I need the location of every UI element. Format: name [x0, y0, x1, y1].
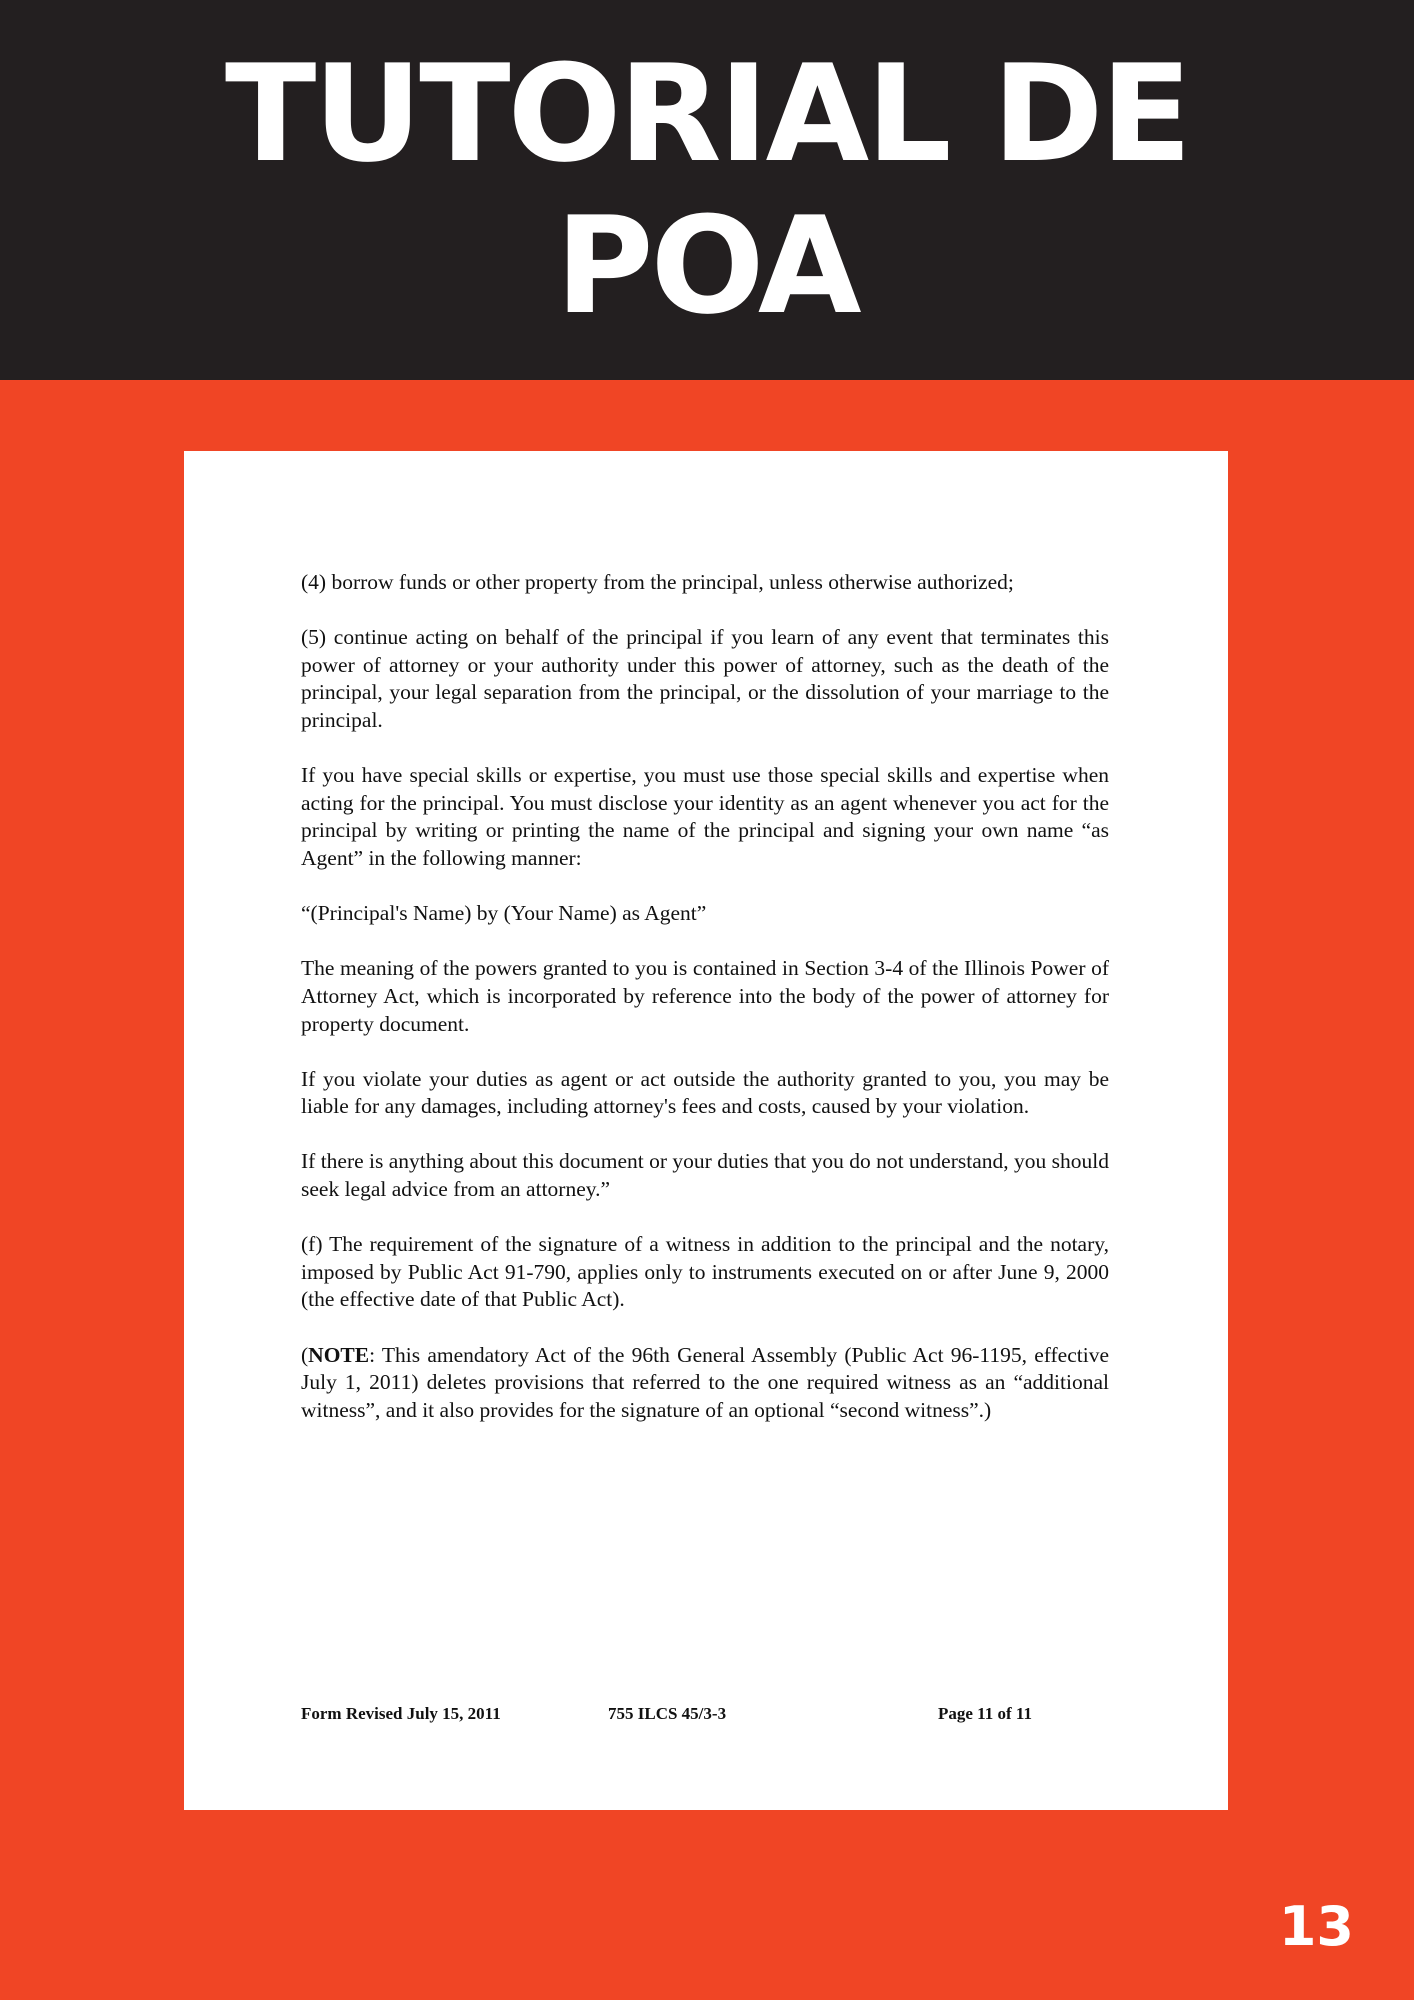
paragraph-continue-acting: (5) continue acting on behalf of the principal if you learn of any event that terminates this power of attorney or your authority under this power of attorney, such as the death of the principal, your legal separation from the principal, or the dissolution of your marriage to the principal.: [301, 625, 1109, 732]
note-label: NOTE: [308, 1342, 370, 1367]
header-band: [0, 0, 1414, 380]
page-title-line-1: TUTORIAL DE: [224, 36, 1190, 192]
document-body: [301, 569, 1109, 1452]
footer-statute: 755 ILCS 45/3-3: [608, 1704, 727, 1723]
paragraph-witness-requirement: (f) The requirement of the signature of a witness in addition to the principal and the notary, imposed by Public Act 91-790, applies only to instruments executed on or after June 9, 2000 (the effective date of that Public Act).: [301, 1232, 1109, 1312]
page-number: 13: [1278, 1895, 1354, 1958]
paragraph-borrow-funds: (4) borrow funds or other property from the principal, unless otherwise authorized;: [301, 570, 1014, 594]
document-page: [184, 451, 1228, 1810]
footer-form-revised: Form Revised July 15, 2011: [301, 1704, 501, 1723]
footer-page-count: Page 11 of 11: [938, 1704, 1032, 1723]
document-footer: [184, 1704, 1228, 1728]
paragraph-note: [301, 1342, 1109, 1425]
note-open-paren: (: [301, 1342, 309, 1367]
paragraph-violation: If you violate your duties as agent or act outside the authority granted to you, you may be liable for any damages, including attorney's fees and costs, caused by your violation.: [301, 1066, 1109, 1119]
paragraph-meaning-of-powers: The meaning of the powers granted to you is contained in Section 3-4 of the Illinois Power of Attorney Act, which is incorporated by reference into the body of the power of attorney for property document.: [301, 956, 1109, 1036]
paragraph-legal-advice: If there is anything about this document or your duties that you do not understand, you should seek legal advice from an attorney.”: [301, 1149, 1109, 1202]
page-title: [0, 38, 1414, 342]
page-title-line-2: POA: [555, 188, 859, 344]
note-text: : This amendatory Act of the 96th General Assembly (Public Act 96-1195, effective July 1, 2011) deletes provisions that referred to the one required witness as an “additional witness”, and it also provides for the signature of an optional “second witness”.): [301, 1342, 1109, 1422]
paragraph-special-skills: If you have special skills or expertise, you must use those special skills and expertise when acting for the principal. You must disclose your identity as an agent whenever you act for the principal by writing or printing the name of the principal and signing your own name “as Agent” in the following manner:: [301, 763, 1109, 870]
paragraph-signature-format: “(Principal's Name) by (Your Name) as Agent”: [301, 901, 707, 926]
